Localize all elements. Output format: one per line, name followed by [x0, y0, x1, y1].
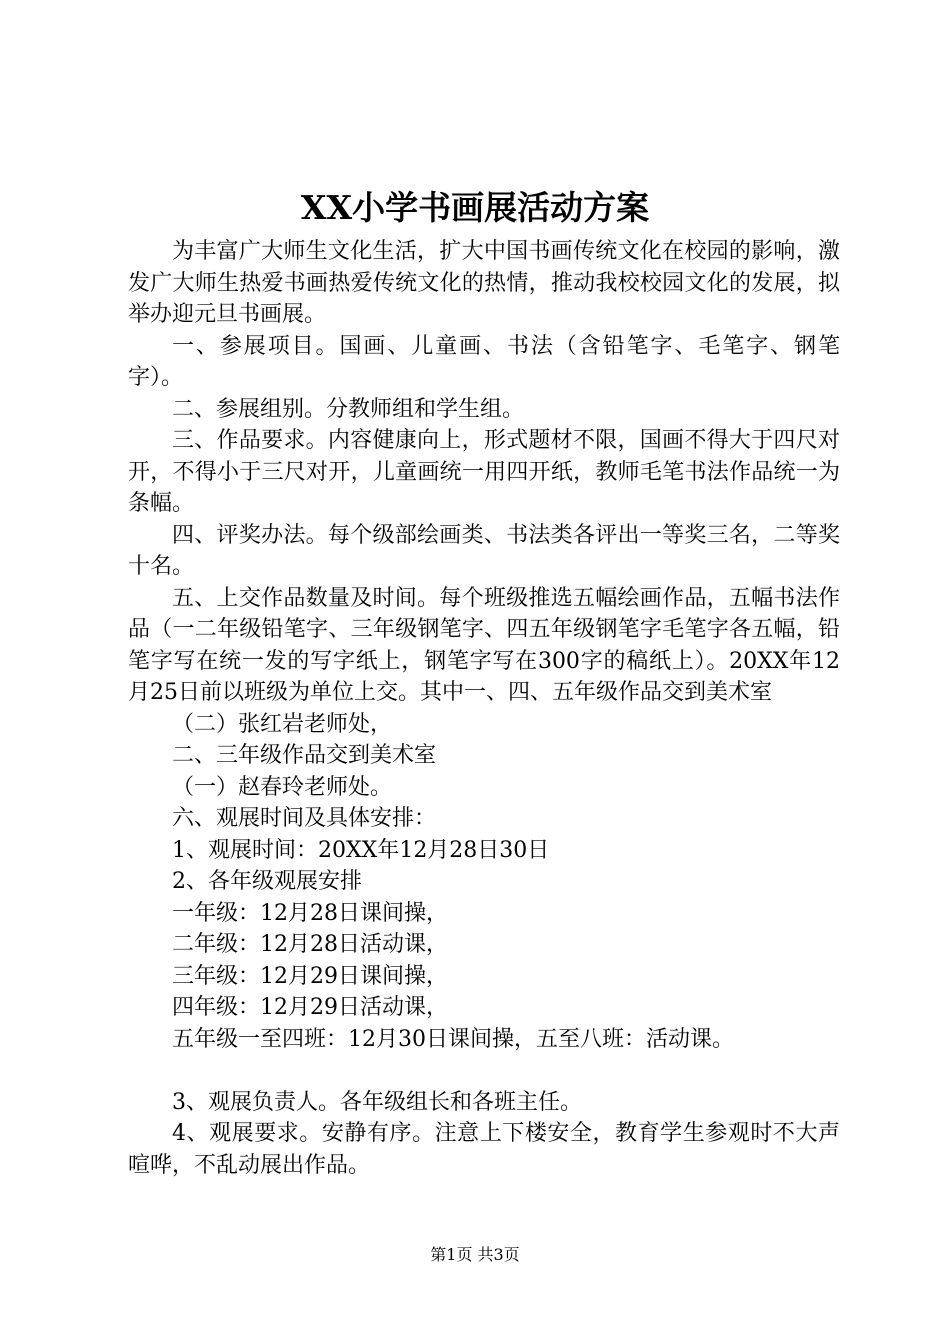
paragraph-item-1: 一、参展项目。国画、儿童画、书法（含铅笔字、毛笔字、钢笔字）。	[128, 333, 840, 390]
paragraph-line: 3、观展负责人。各年级组长和各班主任。	[172, 1089, 582, 1115]
document-title: XX小学书画展活动方案	[300, 188, 650, 227]
paragraph-line: 1、观展时间：20XX年12月28日30日	[172, 837, 550, 863]
paragraph-item-4: 四、评奖办法。每个级部绘画类、书法类各评出一等奖三名，二等奖十名。	[128, 522, 840, 579]
paragraph-line: 4、观展要求。安静有序。注意上下楼安全，教育学生参观时不大声喧哗，不乱动展出作品。	[128, 1121, 840, 1178]
blank-line	[128, 1055, 840, 1087]
paragraph-line: （二）张红岩老师处，	[172, 711, 393, 737]
paragraph-intro: 为丰富广大师生文化生活，扩大中国书画传统文化在校园的影响，激发广大师生热爱书画热爱传统文化的热情，推动我校校园文化的发展，拟举办迎元旦书画展。	[128, 239, 840, 327]
paragraph-item-6: 六、观展时间及具体安排：	[172, 806, 437, 831]
document-body	[128, 236, 840, 1181]
paragraph-item-5: 五、上交作品数量及时间。每个班级推选五幅绘画作品，五幅书法作品（一二年级铅笔字、三年级钢笔字、四五年级钢笔字毛笔字各五幅，铅笔字写在统一发的写字纸上，钢笔字写在300字的稿纸上）。20XX年12月25日前以班级为单位上交。其中一、四、五年级作品交到美术室	[128, 585, 840, 705]
schedule-line: 二年级：12月28日活动课，	[172, 932, 448, 957]
paragraph-line: （一）赵春玲老师处。	[172, 774, 393, 800]
page-footer: 第1页 共3页	[430, 1245, 520, 1264]
paragraph-line: 二、三年级作品交到美术室	[172, 743, 437, 768]
paragraph-item-3: 三、作品要求。内容健康向上，形式题材不限，国画不得大于四尺对开，不得小于三尺对开，儿童画统一用四开纸，教师毛笔书法作品统一为条幅。	[128, 428, 840, 516]
paragraph-line: 2、各年级观展安排	[172, 869, 362, 894]
paragraph-item-2: 二、参展组别。分教师组和学生组。	[172, 396, 525, 422]
schedule-line: 三年级：12月29日课间操，	[172, 963, 448, 989]
schedule-line: 一年级：12月28日课间操，	[172, 900, 448, 926]
schedule-line: 五年级一至四班：12月30日课间操，五至八班：活动课。	[172, 1026, 734, 1052]
schedule-line: 四年级：12月29日活动课，	[172, 995, 448, 1020]
